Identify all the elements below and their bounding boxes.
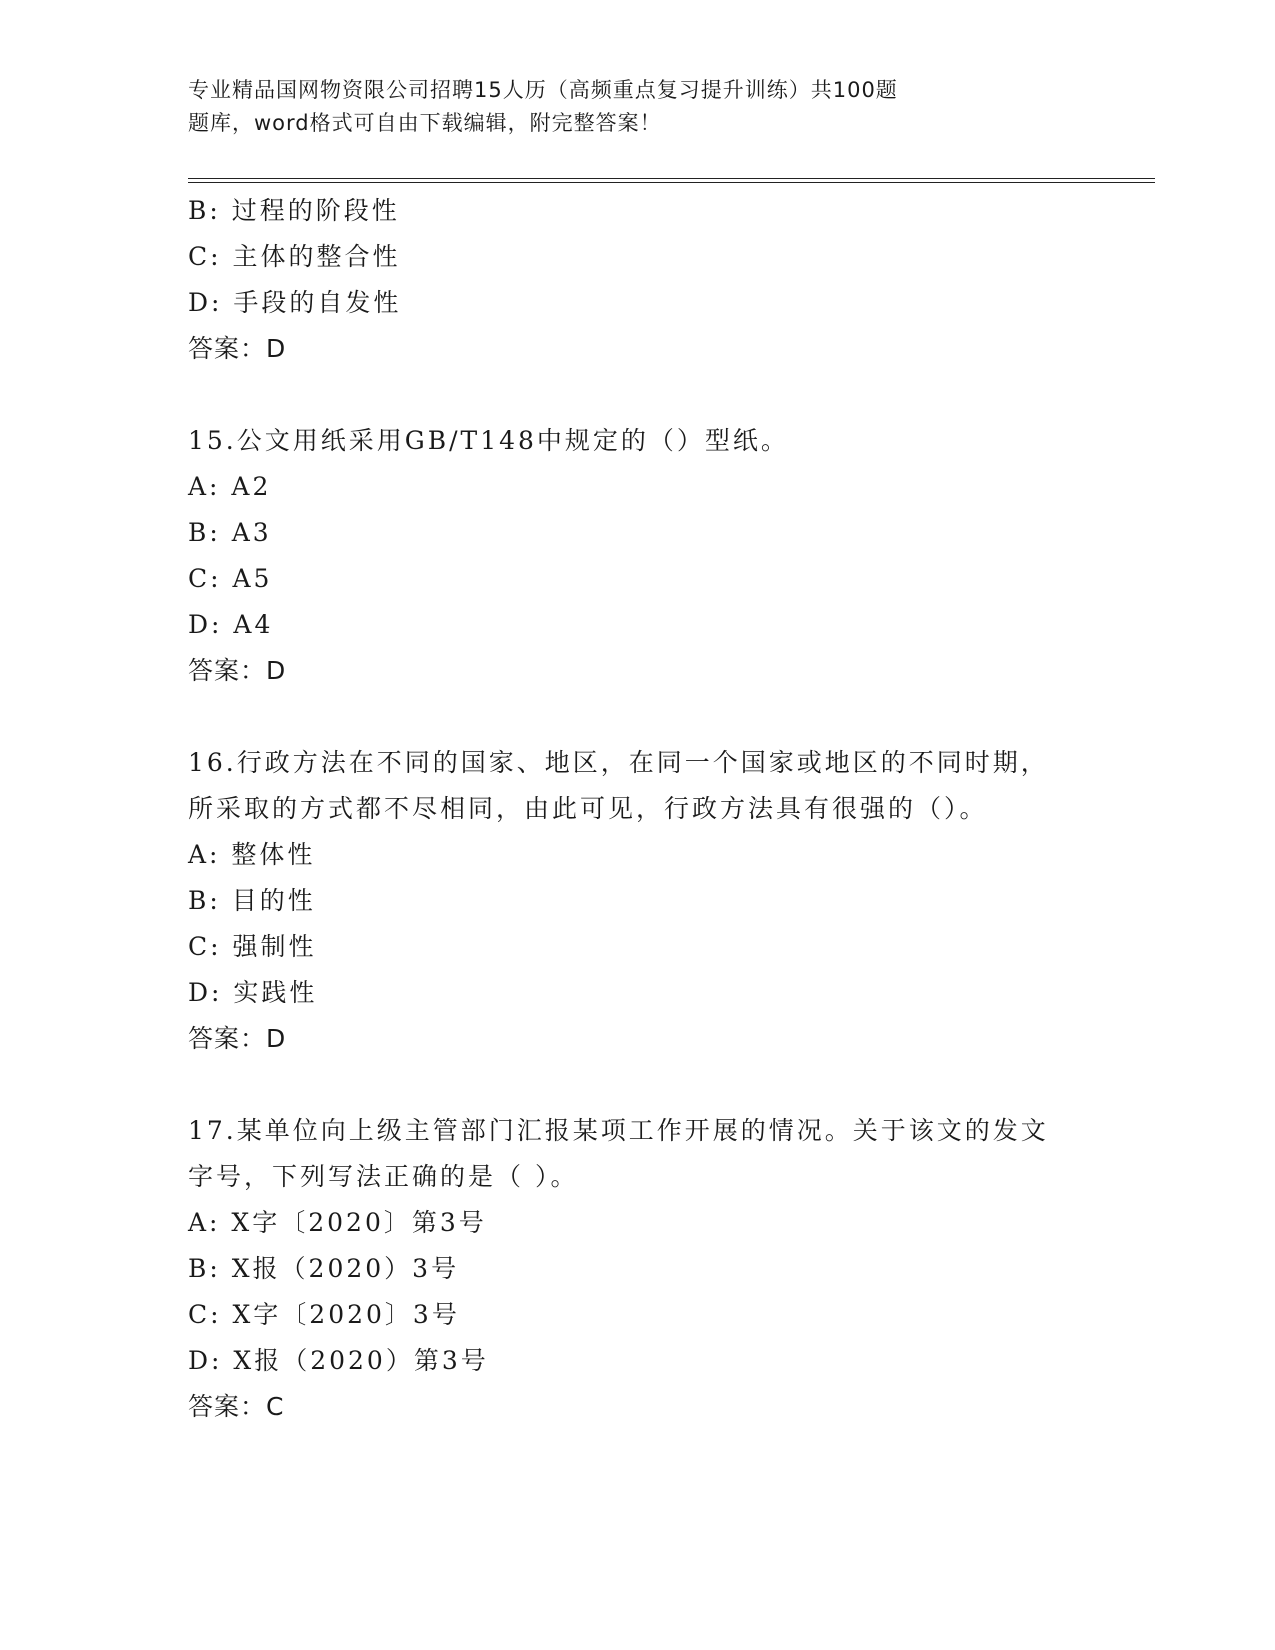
option-c: C: 强制性 bbox=[188, 932, 317, 961]
question-stem: 15.公文用纸采用GB/T148中规定的（）型纸。 bbox=[188, 426, 789, 455]
answer-line: 答案：D bbox=[188, 1024, 287, 1053]
option-c: C: X字〔2020〕3号 bbox=[188, 1300, 460, 1329]
question-17 bbox=[188, 1108, 1088, 1430]
question-stem-line-2: 所采取的方式都不尽相同，由此可见，行政方法具有很强的（）。 bbox=[188, 794, 988, 823]
option-b: B: X报（2020）3号 bbox=[188, 1254, 460, 1283]
option-b: B: 过程的阶段性 bbox=[188, 196, 400, 225]
option-d: D: A4 bbox=[188, 610, 274, 639]
header-line-2: 题库，word格式可自由下载编辑，附完整答案！ bbox=[188, 111, 662, 135]
option-c: C: 主体的整合性 bbox=[188, 242, 401, 271]
question-stem-line-2: 字号，下列写法正确的是（ ）。 bbox=[188, 1162, 579, 1191]
option-d: D: 实践性 bbox=[188, 978, 318, 1007]
answer-line: 答案：D bbox=[188, 656, 287, 685]
option-d: D: 手段的自发性 bbox=[188, 288, 402, 317]
option-a: A: X字〔2020〕第3号 bbox=[188, 1208, 487, 1237]
answer-line: 答案：C bbox=[188, 1392, 285, 1421]
question-16 bbox=[188, 740, 1088, 1062]
option-a: A: A2 bbox=[188, 472, 272, 501]
question-14-tail bbox=[188, 188, 1088, 372]
option-c: C: A5 bbox=[188, 564, 273, 593]
option-d: D: X报（2020）第3号 bbox=[188, 1346, 489, 1375]
page-header bbox=[188, 74, 1008, 140]
answer-line: 答案：D bbox=[188, 334, 287, 363]
header-line-1: 专业精品国网物资限公司招聘15人历（高频重点复习提升训练）共100题 bbox=[188, 78, 898, 102]
option-b: B: 目的性 bbox=[188, 886, 316, 915]
question-15 bbox=[188, 418, 1088, 694]
option-b: B: A3 bbox=[188, 518, 272, 547]
question-stem-line-1: 16.行政方法在不同的国家、地区，在同一个国家或地区的不同时期， bbox=[188, 748, 1049, 777]
question-stem-line-1: 17.某单位向上级主管部门汇报某项工作开展的情况。关于该文的发文 bbox=[188, 1116, 1049, 1145]
question-list bbox=[188, 188, 1088, 1430]
header-divider bbox=[188, 178, 1155, 183]
option-a: A: 整体性 bbox=[188, 840, 316, 869]
